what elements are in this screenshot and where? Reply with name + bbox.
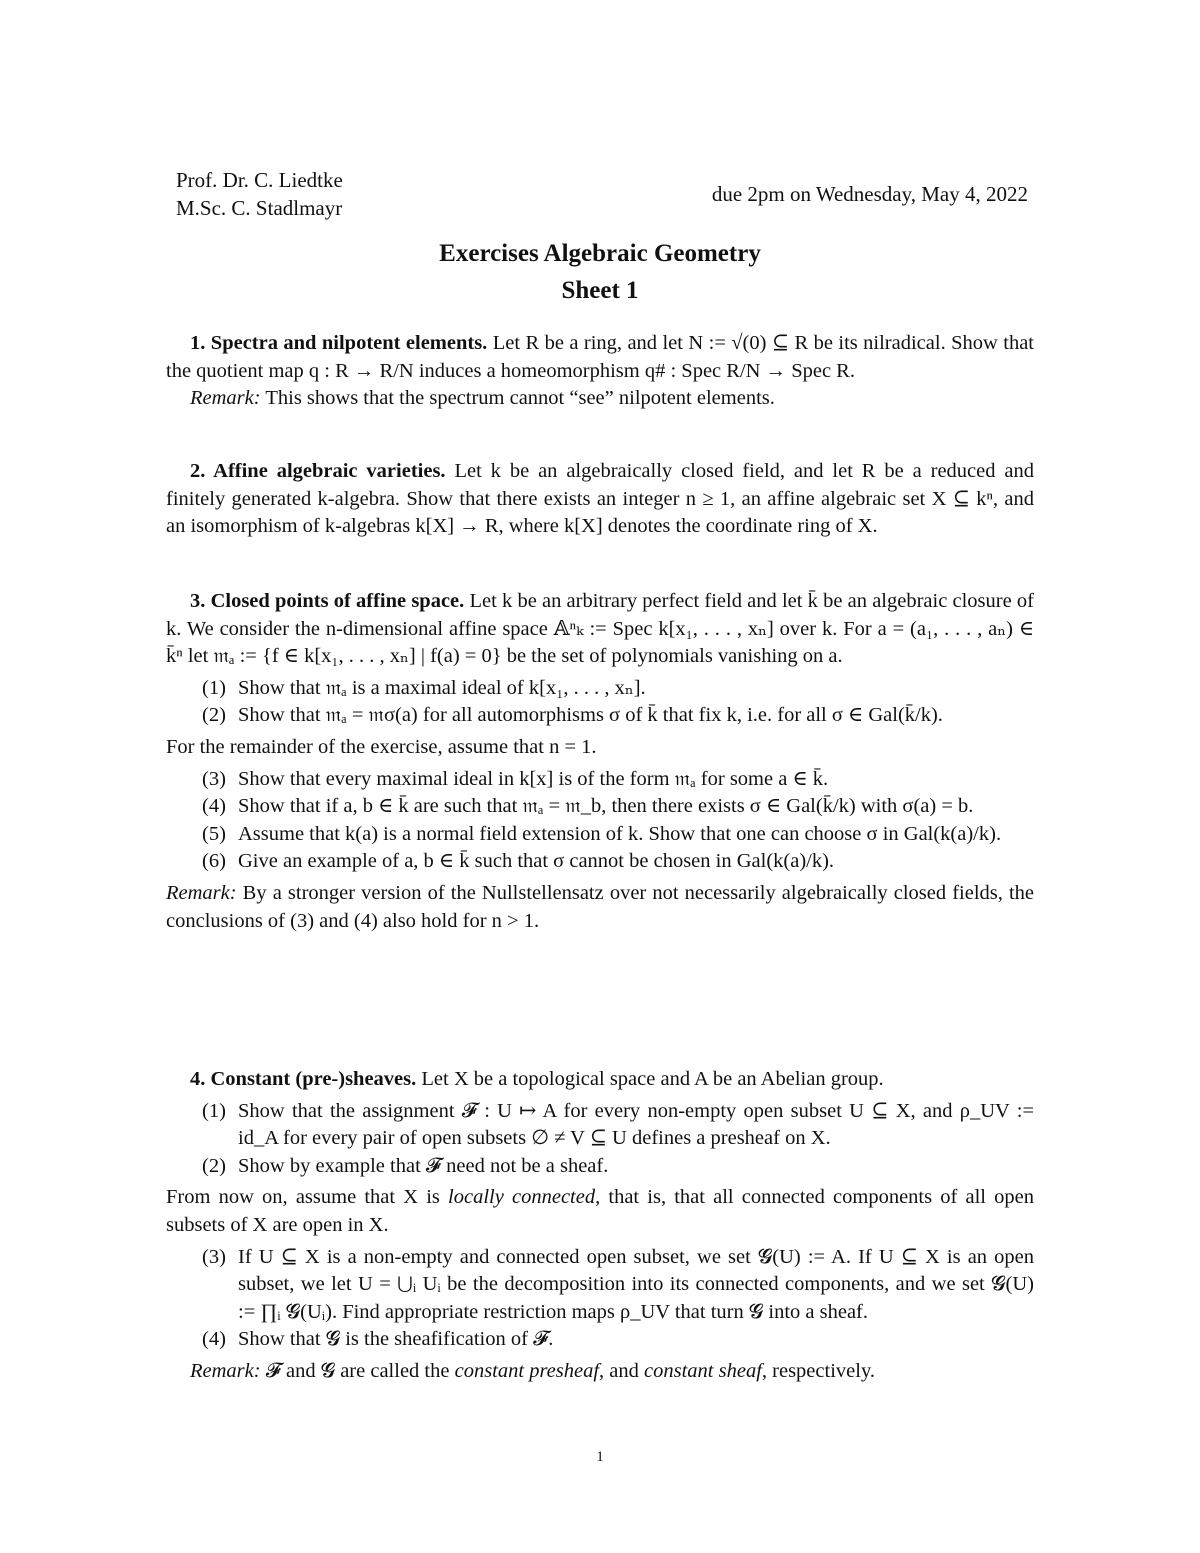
professor-name: Prof. Dr. C. Liedtke — [176, 168, 343, 192]
exercise-3-statement — [166, 588, 1034, 671]
item-number: (1) — [202, 676, 226, 699]
exercise-3-list-b — [166, 766, 1034, 876]
item-number: (6) — [202, 850, 226, 873]
item-text: Show that 𝔪ₐ = 𝔪σ(a) for all automorphisms σ of k̄ that fix k, i.e. for all σ ∈ Gal(k̄/k). — [238, 704, 943, 727]
exercise-3-remark — [166, 880, 1034, 935]
exercise-1-text: Let R be a ring, and let N := √(0) ⊆ R be its nilradical. Show that the quotient map q : R → R/N induces a homeomorphism q# : Spec R/N → Spec R. — [166, 332, 1034, 382]
item-text: Show by example that 𝓕 need not be a sheaf. — [238, 1154, 609, 1177]
due-date: due 2pm on Wednesday, May 4, 2022 — [711, 182, 1028, 206]
assistant-name: M.Sc. C. Stadlmayr — [176, 196, 343, 220]
remark-text: This shows that the spectrum cannot “see” nilpotent elements. — [260, 387, 775, 410]
sheet-title: Sheet 1 — [561, 277, 639, 304]
item-number: (3) — [202, 1245, 226, 1268]
remark-label: Remark: — [190, 387, 261, 410]
list-item — [166, 766, 1034, 794]
item-number: (4) — [202, 1328, 226, 1351]
item-text: If U ⊆ X is a non-empty and connected open subset, we set 𝓖(U) := A. If U ⊆ X is an open subset, we let U = ⋃ᵢ Uᵢ be the decomposition into its connected components, and we set 𝓖(U) := ∏ᵢ 𝓖(Uᵢ). Find appropriate restriction maps ρ_UV that turn 𝓖 into a sheaf. — [238, 1245, 1034, 1323]
remark-text: 𝓕 and 𝓖 are called the — [260, 1359, 455, 1382]
remark-label: Remark: — [190, 1359, 261, 1382]
exercise-1-remark — [166, 385, 1034, 413]
exercise-1-heading: 1. Spectra and nilpotent elements. — [190, 332, 488, 354]
remark-text: By a stronger version of the Nullstellensatz over not necessarily algebraically closed fields, the conclusions of (3) and (4) also hold for n > 1. — [166, 881, 1034, 932]
exercise-4-list-b — [166, 1244, 1034, 1354]
item-text: Show that every maximal ideal in k[x] is of the form 𝔪ₐ for some a ∈ k̄. — [238, 767, 829, 790]
list-item — [166, 821, 1034, 849]
exercise-4-assumption — [166, 1184, 1034, 1239]
list-item — [166, 1153, 1034, 1181]
item-number: (2) — [202, 704, 226, 727]
remark-text-2: , and — [599, 1359, 645, 1382]
item-number: (3) — [202, 767, 226, 790]
exercise-4-text: Let X be a topological space and A be an Abelian group. — [416, 1068, 884, 1090]
exercise-3-heading: 3. Closed points of affine space. — [190, 590, 465, 612]
item-number: (2) — [202, 1154, 226, 1177]
document-title: Exercises Algebraic Geometry — [439, 240, 761, 267]
item-text: Give an example of a, b ∈ k̄ such that σ cannot be chosen in Gal(k(a)/k). — [238, 850, 835, 873]
remark-label: Remark: — [166, 881, 237, 904]
item-number: (5) — [202, 822, 226, 845]
exercise-1 — [166, 330, 1034, 413]
item-number: (4) — [202, 795, 226, 818]
assumption-emphasis: locally connected — [448, 1186, 596, 1209]
exercise-4-list-a — [166, 1098, 1034, 1181]
item-text: Show that 𝔪ₐ is a maximal ideal of k[x₁, . . . , xₙ]. — [238, 676, 646, 699]
item-text: Show that if a, b ∈ k̄ are such that 𝔪ₐ = 𝔪_b, then there exists σ ∈ Gal(k̄/k) with σ(a) = b. — [238, 795, 974, 818]
exercise-2-text: Let k be an algebraically closed field, and let R be a reduced and finitely generated k-algebra. Show that there exists an integer n ≥ 1, an affine algebraic set X ⊆ kⁿ, and an isomorphism of k-algebras k[X] → R, where k[X] denotes the coordinate ring of X. — [166, 460, 1034, 538]
list-item — [166, 848, 1034, 876]
exercise-2 — [166, 458, 1034, 541]
assumption-text-end: , that is, that all connected components of all open subsets of X are open in X. — [166, 1186, 1034, 1236]
exercise-3-list-a — [166, 675, 1034, 730]
exercise-4-heading: 4. Constant (pre-)sheaves. — [190, 1068, 417, 1090]
list-item — [166, 1098, 1034, 1153]
exercise-4-statement — [166, 1066, 1034, 1094]
item-text: Show that 𝓖 is the sheafification of 𝓕. — [238, 1328, 554, 1351]
item-text: Show that the assignment 𝓕 : U ↦ A for every non-empty open subset U ⊆ X, and ρ_UV := id_A for every pair of open subsets ∅ ≠ V ⊆ U defines a presheaf on X. — [238, 1099, 1034, 1150]
item-number: (1) — [202, 1099, 226, 1122]
list-item — [166, 1244, 1034, 1327]
list-item — [166, 675, 1034, 703]
exercise-3-assumption: For the remainder of the exercise, assume that n = 1. — [166, 735, 597, 758]
exercise-3 — [166, 588, 1034, 935]
list-item — [166, 793, 1034, 821]
exercise-4 — [166, 1066, 1034, 1386]
remark-emphasis-1: constant presheaf — [454, 1359, 600, 1382]
exercise-3-text: Let k be an arbitrary perfect field and let k̄ be an algebraic closure of k. We consider the n-dimensional affine space 𝔸ⁿₖ := Spec k[x₁, . . . , xₙ] over k. For a = (a₁, . . . , aₙ) ∈ k̄ⁿ let 𝔪ₐ := {f ∈ k[x₁, . . . , xₙ] | f(a) = 0} be the set of polynomials vanishing on a. — [166, 590, 1034, 668]
page-number: 1 — [596, 1449, 604, 1465]
exercise-1-statement — [166, 330, 1034, 385]
exercise-4-remark — [166, 1358, 1034, 1386]
exercise-2-heading: 2. Affine algebraic varieties. — [190, 460, 446, 482]
remark-text-3: , respectively. — [761, 1359, 875, 1382]
list-item — [166, 702, 1034, 730]
assumption-text: From now on, assume that X is — [166, 1186, 449, 1209]
exercise-2-statement — [166, 458, 1034, 541]
item-text: Assume that k(a) is a normal field extension of k. Show that one can choose σ in Gal(k(a)/k). — [238, 822, 1002, 845]
instructors-block — [176, 166, 343, 222]
remark-emphasis-2: constant sheaf — [644, 1359, 762, 1382]
list-item — [166, 1326, 1034, 1354]
